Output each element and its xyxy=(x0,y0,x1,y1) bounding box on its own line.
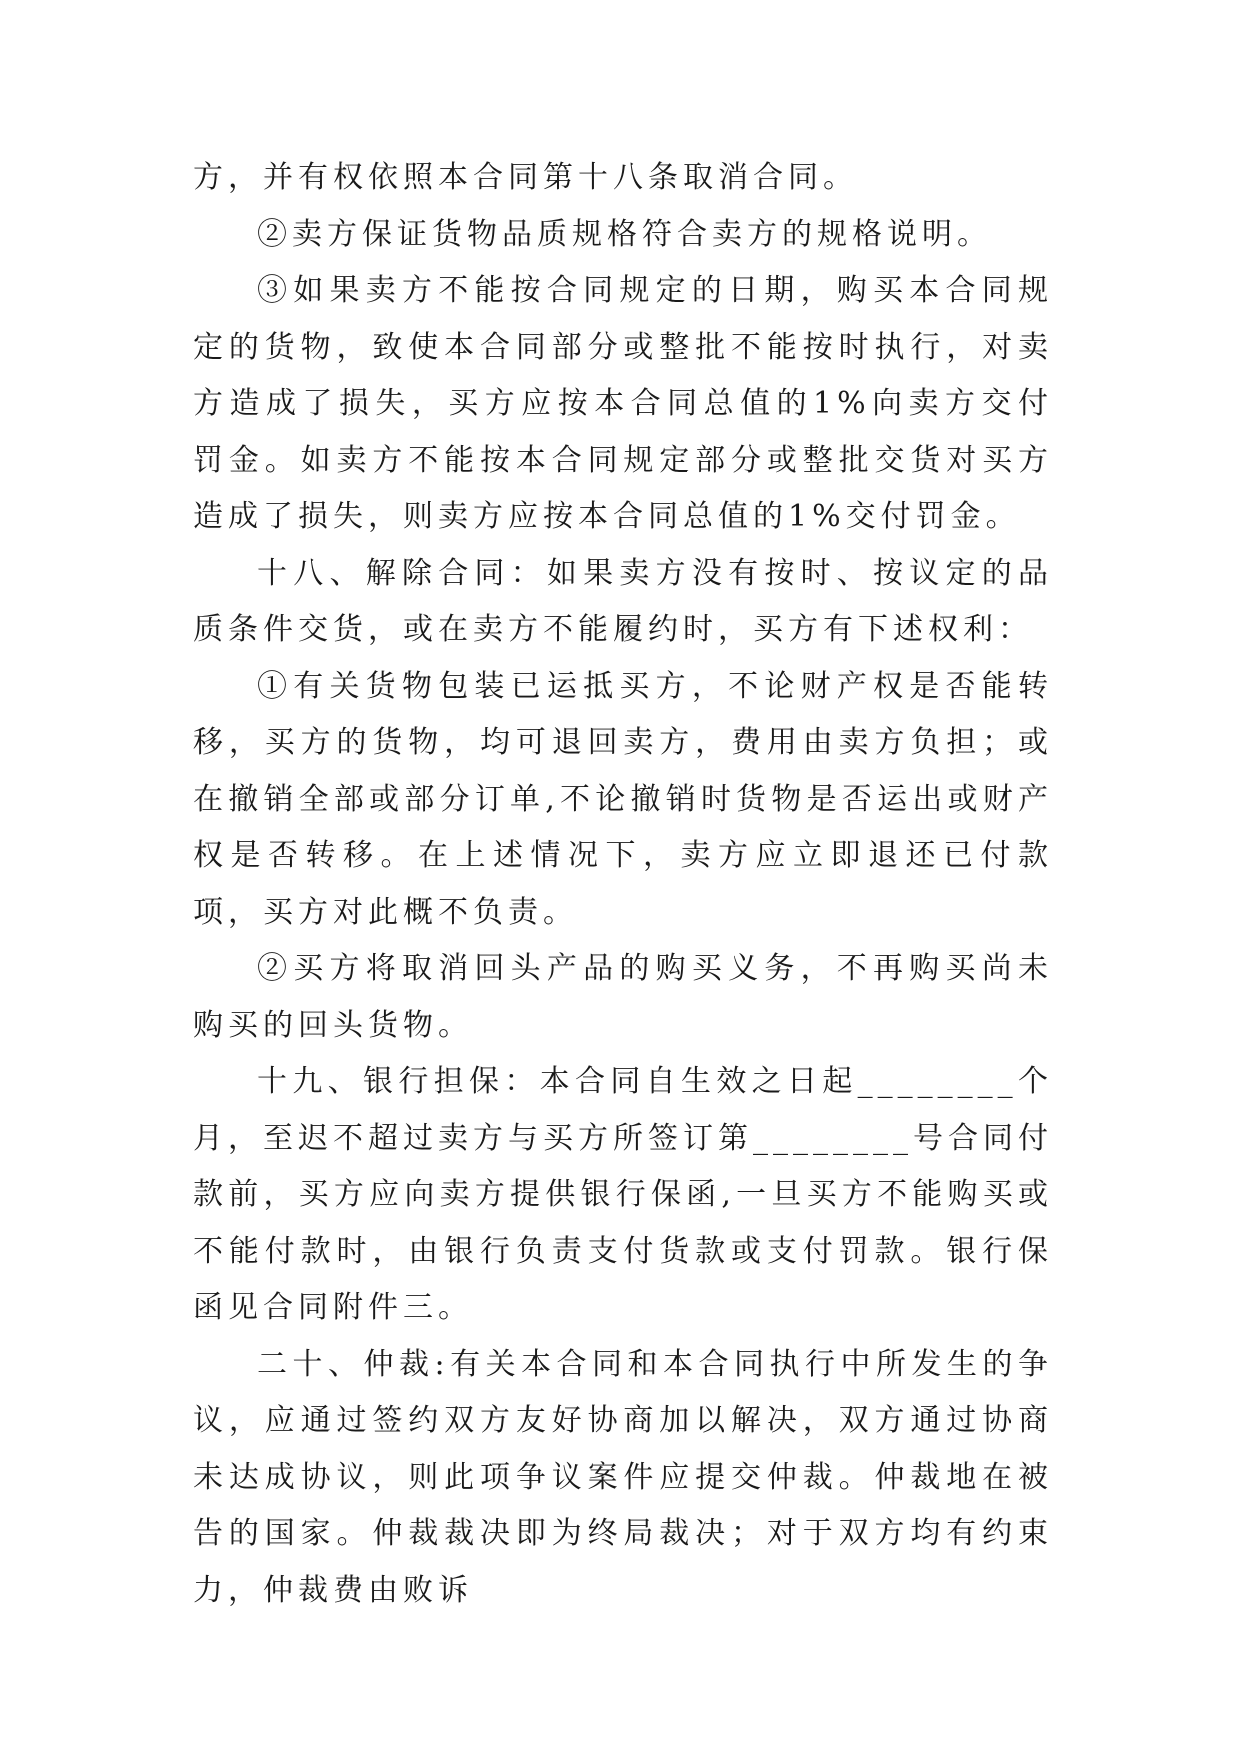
paragraph-6: ②买方将取消回头产品的购买义务，不再购买尚未购买的回头货物。 xyxy=(193,951,1053,1043)
paragraph-5: ①有关货物包装已运抵买方，不论财产权是否能转移，买方的货物，均可退回卖方，费用由卖方负担；或在撤销全部或部分订单,不论撤销时货物是否运出或财产权是否转移。在上述情况下，卖方应立即退还已付款项，买方对此概不负责。 xyxy=(193,668,1053,930)
paragraph-2: ②卖方保证货物品质规格符合卖方的规格说明。 xyxy=(257,216,992,252)
document-page xyxy=(193,150,1053,1619)
paragraph-3: ③如果卖方不能按合同规定的日期，购买本合同规定的货物，致使本合同部分或整批不能按时执行，对卖方造成了损失，买方应按本合同总值的1%向卖方交付罚金。如卖方不能按本合同规定部分或整批交货对买方造成了损失，则卖方应按本合同总值的1%交付罚金。 xyxy=(193,273,1053,534)
paragraph-1: 方，并有权依照本合同第十八条取消合同。 xyxy=(193,160,858,195)
paragraph-8: 二十、仲裁:有关本合同和本合同执行中所发生的争议，应通过签约双方友好协商加以解决，双方通过协商未达成协议，则此项争议案件应提交仲裁。仲裁地在被告的国家。仲裁裁决即为终局裁决；对于双方均有约束力，仲裁费由败诉 xyxy=(193,1346,1053,1608)
paragraph-7: 十九、银行担保：本合同自生效之日起________个月，至迟不超过卖方与买方所签订第________号合同付款前，买方应向卖方提供银行保函,一旦买方不能购买或不能付款时，由银行负责支付货款或支付罚款。银行保函见合同附件三。 xyxy=(193,1064,1053,1325)
paragraph-4: 十八、解除合同：如果卖方没有按时、按议定的品质条件交货，或在卖方不能履约时，买方有下述权利： xyxy=(193,555,1053,647)
